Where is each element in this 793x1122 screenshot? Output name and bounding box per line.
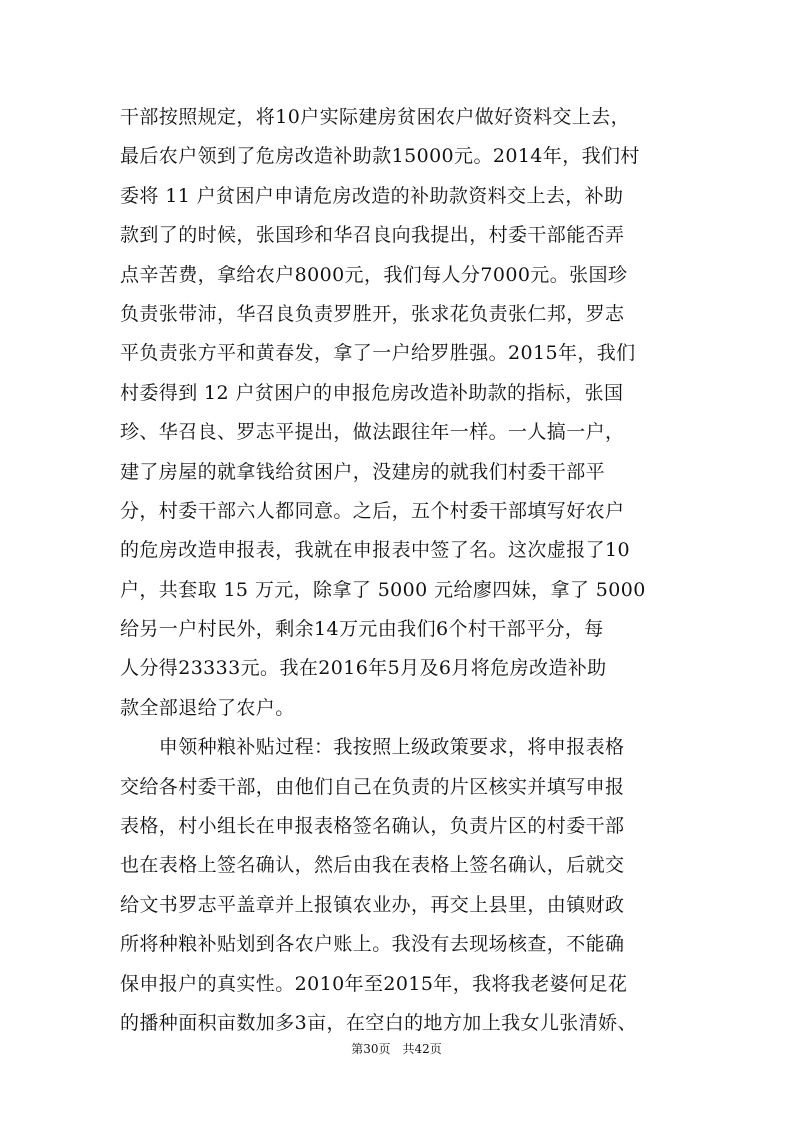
text-line: 最后农户领到了危房改造补助款15000元。2014年，我们村 bbox=[120, 145, 640, 168]
text-line: 申领种粮补贴过程：我按照上级政策要求，将申报表格 bbox=[120, 736, 625, 759]
text-line: 人分得23333元。我在2016年5月及6月将危房改造补助 bbox=[120, 657, 607, 680]
text-line: 给文书罗志平盖章并上报镇农业办，再交上县里，由镇财政 bbox=[120, 893, 625, 916]
text-line: 表格，村小组长在申报表格签名确认，负责片区的村委干部 bbox=[120, 815, 625, 838]
text-line: 点辛苦费，拿给农户8000元，我们每人分7000元。张国珍 bbox=[120, 263, 628, 286]
text-line: 户，共套取 15 万元，除拿了 5000 元给廖四妹，拿了 5000 bbox=[120, 578, 646, 601]
text-line: 干部按照规定，将10户实际建房贫困农户做好资料交上去， bbox=[120, 106, 630, 128]
text-line: 负责张带沛，华召良负责罗胜开，张求花负责张仁邦，罗志 bbox=[120, 302, 625, 325]
text-line: 建了房屋的就拿钱给贫困户，没建房的就我们村委干部平 bbox=[120, 460, 606, 483]
text-line: 也在表格上签名确认，然后由我在表格上签名确认，后就交 bbox=[120, 854, 625, 877]
text-line: 的危房改造申报表，我就在申报表中签了名。这次虚报了10 bbox=[120, 539, 630, 562]
text-line: 款到了的时候，张国珍和华召良向我提出，村委干部能否弄 bbox=[120, 224, 625, 247]
text-line: 珍、华召良、罗志平提出，做法跟往年一样。一人搞一户， bbox=[120, 421, 625, 444]
text-line: 保申报户的真实性。2010年至2015年，我将我老婆何足花 bbox=[120, 972, 628, 995]
text-line: 交给各村委干部，由他们自己在负责的片区核实并填写申报 bbox=[120, 775, 625, 798]
body-text bbox=[120, 98, 680, 1043]
text-line: 分，村委干部六人都同意。之后，五个村委干部填写好农户 bbox=[120, 499, 625, 522]
text-line: 给另一户村民外，剩余14万元由我们6个村干部平分，每 bbox=[120, 618, 604, 641]
text-line: 的播种面积亩数加多3亩，在空白的地方加上我女儿张清娇、 bbox=[120, 1011, 637, 1034]
text-line: 委将 11 户贫困户申请危房改造的补助款资料交上去，补助 bbox=[120, 184, 624, 207]
text-line: 平负责张方平和黄春发，拿了一户给罗胜强。2015年，我们 bbox=[120, 342, 636, 365]
page-footer bbox=[0, 1040, 793, 1057]
text-line: 所将种粮补贴划到各农户账上。我没有去现场核查，不能确 bbox=[120, 933, 625, 956]
text-line: 村委得到 12 户贫困户的申报危房改造补助款的指标，张国 bbox=[120, 381, 624, 404]
page-number-label: 第30页 共42页 bbox=[351, 1042, 442, 1056]
text-line: 款全部退给了农户。 bbox=[120, 696, 295, 719]
